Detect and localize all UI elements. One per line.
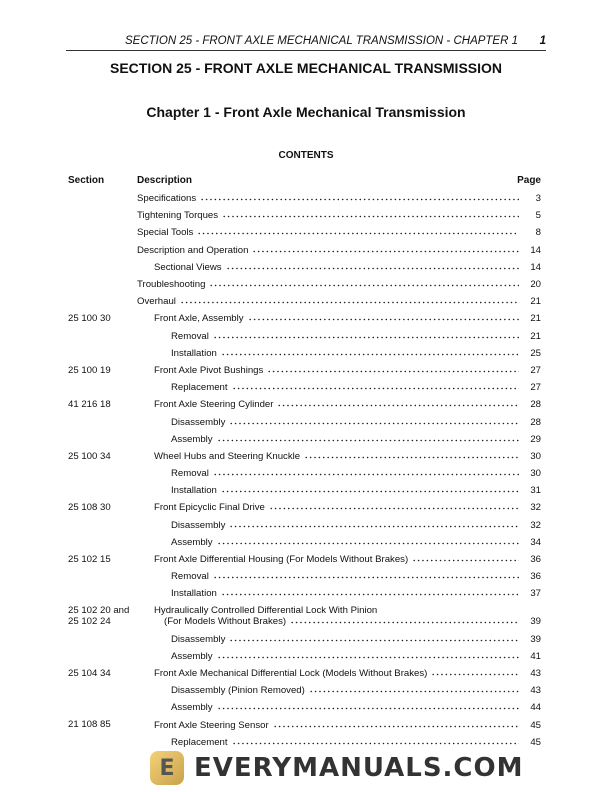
- toc-section-number: 25 108 30: [68, 502, 111, 514]
- toc-entry[interactable]: [68, 207, 541, 224]
- toc-entry[interactable]: [68, 224, 541, 241]
- toc-entry[interactable]: [68, 379, 541, 396]
- dot-leader: [248, 318, 519, 321]
- dot-leader: [229, 639, 519, 642]
- toc-description-group: [154, 554, 541, 565]
- toc-description-group: [171, 520, 541, 531]
- toc-description-group: [171, 348, 541, 359]
- toc-page-number: 43: [530, 685, 541, 697]
- toc-entry[interactable]: [68, 396, 541, 413]
- toc-page-number: 36: [530, 571, 541, 583]
- toc-description-line2: [154, 616, 541, 627]
- watermark: [150, 748, 524, 788]
- toc-description: Specifications: [137, 193, 197, 205]
- toc-description: Sectional Views: [154, 261, 222, 273]
- toc-description: Overhaul: [137, 296, 176, 308]
- toc-entry[interactable]: [68, 259, 541, 276]
- toc-page-number: 37: [530, 588, 541, 600]
- toc-entry[interactable]: [68, 585, 541, 602]
- watermark-logo: [150, 751, 184, 785]
- toc-description-group: [154, 668, 541, 679]
- dot-leader: [229, 525, 519, 528]
- toc-description: Installation: [171, 588, 217, 600]
- column-header-description: Description: [137, 175, 193, 186]
- running-header: [66, 34, 546, 51]
- toc-page-number: 36: [530, 554, 541, 566]
- toc-description-group: [137, 296, 541, 307]
- dot-leader: [309, 690, 519, 693]
- toc-section-number: 21 108 85: [68, 719, 111, 731]
- toc-entry[interactable]: [68, 482, 541, 499]
- toc-description-group: [154, 399, 541, 410]
- dot-leader: [217, 656, 519, 659]
- toc-description-group: [154, 262, 541, 273]
- toc-description-group: [137, 245, 541, 256]
- toc-description-group: [171, 331, 541, 342]
- dot-leader: [213, 473, 519, 476]
- toc-section-number: 25 102 15: [68, 553, 111, 565]
- toc-description-group: [154, 605, 541, 627]
- dot-leader: [221, 593, 519, 596]
- toc-description: Assembly: [171, 433, 213, 445]
- toc-entry[interactable]: [68, 293, 541, 310]
- toc-description-continued: (For Models Without Brakes): [164, 615, 287, 627]
- dot-leader: [277, 404, 519, 407]
- toc-description-group: [171, 417, 541, 428]
- toc-description: Front Epicyclic Final Drive: [154, 502, 265, 514]
- toc-description-group: [154, 365, 541, 376]
- toc-entry[interactable]: [68, 551, 541, 568]
- toc-description: Front Axle Steering Sensor: [154, 719, 269, 731]
- watermark-logo-letter: E: [159, 755, 175, 781]
- toc-description: Tightening Torques: [137, 210, 219, 222]
- toc-description: Special Tools: [137, 227, 194, 239]
- toc-description-group: [171, 685, 541, 696]
- toc-description-group: [171, 485, 541, 496]
- toc-description: Replacement: [171, 736, 228, 748]
- toc-page-number: 31: [530, 485, 541, 497]
- toc-description: Disassembly: [171, 633, 226, 645]
- dot-leader: [197, 232, 519, 235]
- toc-description: Front Axle Pivot Bushings: [154, 364, 264, 376]
- dot-leader: [209, 284, 519, 287]
- toc-page-number: 32: [530, 502, 541, 514]
- toc-page-number: 29: [530, 433, 541, 445]
- chapter-title: Chapter 1 - Front Axle Mechanical Transmission: [146, 104, 466, 120]
- toc-entry[interactable]: [68, 648, 541, 665]
- toc-entry[interactable]: [68, 631, 541, 648]
- contents-heading: CONTENTS: [278, 150, 334, 161]
- toc-description: Front Axle Differential Housing (For Models Without Brakes): [154, 554, 409, 566]
- toc-entry[interactable]: [68, 499, 541, 516]
- toc-description-group: [137, 210, 541, 221]
- toc-page-number: 28: [530, 399, 541, 411]
- toc-entry[interactable]: [68, 345, 541, 362]
- toc-description-group: [171, 737, 541, 748]
- toc-section-number: 25 100 34: [68, 450, 111, 462]
- toc-description: Installation: [171, 485, 217, 497]
- toc-description: Assembly: [171, 650, 213, 662]
- toc-section-number: 25 104 34: [68, 667, 111, 679]
- toc-entry[interactable]: [68, 716, 541, 733]
- toc-entry[interactable]: [68, 431, 541, 448]
- toc-description: Wheel Hubs and Steering Knuckle: [154, 450, 301, 462]
- dot-leader: [180, 301, 519, 304]
- toc-description: Removal: [171, 571, 209, 583]
- dot-leader: [273, 725, 519, 728]
- toc-description-group: [171, 588, 541, 599]
- table-of-contents: [68, 190, 541, 751]
- dot-leader: [213, 336, 519, 339]
- dot-leader: [290, 621, 519, 624]
- toc-description: Front Axle, Assembly: [154, 313, 244, 325]
- dot-leader: [267, 370, 519, 373]
- toc-description-group: [171, 537, 541, 548]
- toc-description-group: [171, 434, 541, 445]
- column-header-section: Section: [68, 175, 105, 186]
- dot-leader: [221, 353, 519, 356]
- dot-leader: [200, 198, 519, 201]
- dot-leader: [229, 422, 519, 425]
- dot-leader: [431, 673, 519, 676]
- toc-section-number: 41 216 18: [68, 399, 111, 411]
- toc-entry[interactable]: [68, 465, 541, 482]
- toc-entry[interactable]: [68, 699, 541, 716]
- dot-leader: [221, 490, 519, 493]
- toc-description: Replacement: [171, 382, 228, 394]
- dot-leader: [217, 439, 519, 442]
- toc-entry[interactable]: [68, 190, 541, 207]
- toc-page-number: 28: [530, 416, 541, 428]
- toc-page-number: 39: [530, 633, 541, 645]
- toc-description-group: [171, 571, 541, 582]
- section-title: SECTION 25 - FRONT AXLE MECHANICAL TRANSMISSION: [109, 60, 503, 76]
- toc-description-group: [171, 382, 541, 393]
- dot-leader: [217, 542, 519, 545]
- toc-description-group: [171, 634, 541, 645]
- toc-entry[interactable]: [68, 665, 541, 682]
- toc-page-number: 14: [530, 261, 541, 273]
- toc-description: Removal: [171, 468, 209, 480]
- toc-description: Front Axle Mechanical Differential Lock (Models Without Brakes): [154, 667, 428, 679]
- toc-description: Description and Operation: [137, 244, 249, 256]
- watermark-text: EVERYMANUALS.COM: [194, 753, 524, 783]
- toc-page-number: 41: [530, 650, 541, 662]
- toc-entry[interactable]: [68, 362, 541, 379]
- toc-description: Assembly: [171, 536, 213, 548]
- toc-entry[interactable]: [68, 603, 541, 631]
- toc-description: Hydraulically Controlled Differential Lock With Pinion: [154, 604, 378, 616]
- toc-description: Troubleshooting: [137, 279, 206, 291]
- toc-page-number: 25: [530, 347, 541, 359]
- toc-description-group: [171, 468, 541, 479]
- toc-page-number: 21: [530, 296, 541, 308]
- toc-page-number: 21: [530, 313, 541, 325]
- dot-leader: [269, 507, 519, 510]
- toc-page-number: 39: [530, 615, 541, 627]
- toc-description-group: [154, 502, 541, 513]
- toc-page-number: 3: [535, 193, 541, 205]
- dot-leader: [412, 559, 519, 562]
- toc-section-number: 25 102 20 and 25 102 24: [68, 604, 130, 627]
- dot-leader: [252, 250, 519, 253]
- toc-page-number: 21: [530, 330, 541, 342]
- toc-page-number: 43: [530, 667, 541, 679]
- toc-description-group: [171, 651, 541, 662]
- dot-leader: [232, 742, 519, 745]
- toc-page-number: 14: [530, 244, 541, 256]
- toc-description: Removal: [171, 330, 209, 342]
- toc-description: Front Axle Steering Cylinder: [154, 399, 274, 411]
- toc-entry[interactable]: [68, 448, 541, 465]
- dot-leader: [226, 267, 519, 270]
- toc-page-number: 27: [530, 364, 541, 376]
- toc-entry[interactable]: [68, 328, 541, 345]
- toc-entry[interactable]: [68, 242, 541, 259]
- toc-page-number: 45: [530, 719, 541, 731]
- toc-description: Disassembly (Pinion Removed): [171, 685, 305, 697]
- toc-description: Assembly: [171, 702, 213, 714]
- toc-entry[interactable]: [68, 682, 541, 699]
- toc-description-group: [154, 313, 541, 324]
- dot-leader: [304, 456, 519, 459]
- toc-page-number: 30: [530, 450, 541, 462]
- toc-page-number: 30: [530, 468, 541, 480]
- toc-entry[interactable]: [68, 534, 541, 551]
- toc-page-number: 34: [530, 536, 541, 548]
- toc-page-number: 5: [535, 210, 541, 222]
- toc-description-group: [154, 720, 541, 731]
- running-header-title: SECTION 25 - FRONT AXLE MECHANICAL TRANSMISSION - CHAPTER 1: [125, 35, 518, 47]
- toc-description: Disassembly: [171, 416, 226, 428]
- toc-page-number: 44: [530, 702, 541, 714]
- toc-page-number: 27: [530, 382, 541, 394]
- toc-entry[interactable]: [68, 310, 541, 327]
- toc-entry[interactable]: [68, 413, 541, 430]
- dot-leader: [232, 387, 519, 390]
- toc-description: Installation: [171, 347, 217, 359]
- toc-page-number: 32: [530, 519, 541, 531]
- page-number: 1: [539, 35, 546, 47]
- toc-page-number: 8: [535, 227, 541, 239]
- toc-description-group: [137, 227, 541, 238]
- toc-description-group: [154, 451, 541, 462]
- toc-page-number: 45: [530, 736, 541, 748]
- toc-description-group: [137, 279, 541, 290]
- toc-description-group: [137, 193, 541, 204]
- dot-leader: [217, 707, 519, 710]
- toc-entry[interactable]: [68, 517, 541, 534]
- toc-page-number: 20: [530, 279, 541, 291]
- toc-section-number: 25 100 19: [68, 364, 111, 376]
- dot-leader: [213, 576, 519, 579]
- toc-section-number: 25 100 30: [68, 313, 111, 325]
- toc-entry[interactable]: [68, 276, 541, 293]
- toc-description: Disassembly: [171, 519, 226, 531]
- toc-entry[interactable]: [68, 568, 541, 585]
- column-header-page: Page: [517, 175, 541, 186]
- toc-description-group: [171, 702, 541, 713]
- dot-leader: [222, 215, 519, 218]
